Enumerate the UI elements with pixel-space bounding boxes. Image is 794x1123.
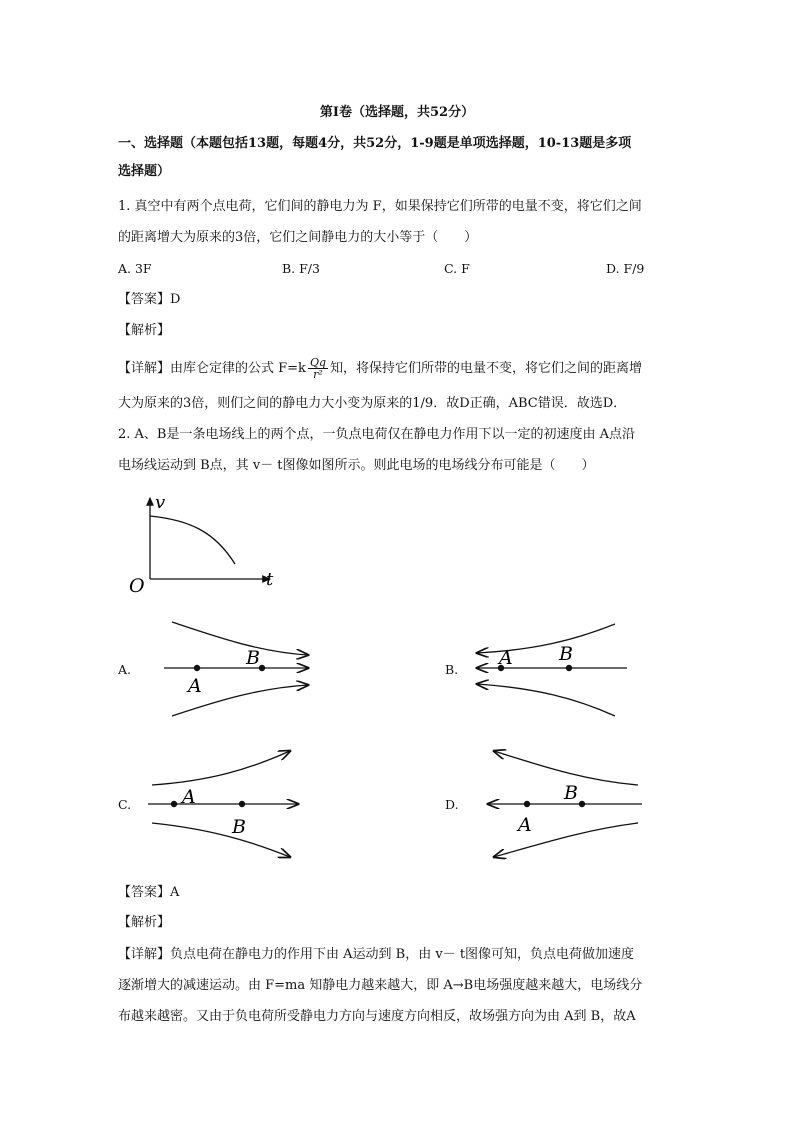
velocity-curve: [150, 516, 235, 564]
vt-graph: [120, 488, 290, 600]
field-line-top: [477, 624, 615, 653]
coulomb-fraction: [308, 357, 328, 380]
section-heading-line1: 一、选择题（本题包括13题，每题4分，共52分，1-9题是单项选择题，10-13题是多项: [118, 136, 632, 151]
point-b-dot: [566, 665, 572, 671]
point-b-dot: [579, 801, 585, 807]
point-a-label: A: [182, 786, 196, 808]
point-b-dot: [239, 801, 245, 807]
q1-option-b: B. F/3: [282, 261, 320, 276]
q2-detail-line1: 【详解】负点电荷在静电力的作用下由 A运动到 B，由 v－ t图像可知，负点电荷做加速度: [118, 947, 635, 962]
q1-detail-line2: 大为原来的3倍，则们之间的静电力大小变为原来的1/9．故D正确，ABC错误．故选D．: [118, 396, 627, 411]
field-line-bottom: [477, 684, 615, 716]
fraction-numerator: Qq: [309, 356, 326, 369]
t-axis-label: t: [266, 569, 274, 590]
fig-option-c-label: C.: [118, 797, 132, 812]
field-line-bottom: [494, 823, 638, 857]
point-a-label: A: [499, 647, 513, 669]
v-axis-label: v: [155, 492, 166, 513]
q1-option-a: A. 3F: [118, 261, 152, 276]
field-line-top: [494, 751, 638, 785]
q2-detail-line2: 逐渐增大的减速运动。由 F=ma 知静电力越来越大，即 A→B电场强度越来越大，电场线分: [118, 978, 643, 993]
field-diagram-d: [480, 745, 650, 865]
q1-stem-line2: 的距离增大为原来的3倍，它们之间静电力的大小等于（ ）: [118, 230, 478, 245]
field-line-top: [172, 622, 308, 655]
fig-option-d-label: D.: [445, 797, 459, 812]
point-a-label: A: [518, 814, 532, 836]
point-b-label: B: [559, 643, 573, 665]
field-line-top: [152, 751, 290, 785]
fraction-denominator: r²: [313, 368, 323, 381]
q1-detail-part1: 【详解】由库仑定律的公式 F=k: [118, 361, 306, 376]
point-b-label: B: [232, 816, 246, 838]
origin-label: O: [129, 575, 145, 597]
q1-stem-line1: 1. 真空中有两个点电荷，它们间的静电力为 F，如果保持它们所带的电量不变，将它们之间: [118, 199, 642, 214]
point-a-dot: [171, 801, 177, 807]
fig-option-a-label: A.: [118, 662, 132, 677]
q2-analysis-label: 【解析】: [118, 915, 171, 930]
q1-detail-part2: 知，将保持它们所带的电量不变，将它们之间的距离增: [330, 361, 643, 376]
q1-option-c: C. F: [444, 261, 470, 276]
fig-option-b-label: B.: [445, 662, 459, 677]
q1-option-d: D. F/9: [606, 261, 645, 276]
q1-answer: 【答案】D: [118, 292, 181, 307]
q2-stem-line2: 电场线运动到 B点，其 v－ t图像如图所示。则此电场的电场线分布可能是（ ）: [118, 458, 595, 473]
field-line-bottom: [152, 823, 290, 857]
q1-analysis-label: 【解析】: [118, 323, 171, 338]
paper-title: 第Ⅰ卷（选择题，共52分）: [319, 105, 475, 120]
field-diagram-b: [465, 610, 645, 730]
point-a-dot: [194, 665, 200, 671]
q2-stem-line1: 2. A、B是一条电场线上的两个点，一负点电荷仅在静电力作用下以一定的初速度由 A点沿: [118, 427, 635, 442]
field-diagram-c: [140, 745, 310, 865]
q2-answer: 【答案】A: [118, 885, 180, 900]
point-b-label: B: [564, 782, 578, 804]
section-heading-line2: 选择题）: [118, 164, 171, 179]
q1-detail-line1: [118, 357, 642, 380]
point-b-label: B: [246, 647, 260, 669]
field-diagram-a: [150, 610, 330, 730]
point-a-dot: [524, 801, 530, 807]
point-a-label: A: [188, 675, 202, 697]
q2-detail-line3: 布越来越密。又由于负电荷所受静电力方向与速度方向相反，故场强方向为由 A到 B，故A: [118, 1009, 636, 1024]
